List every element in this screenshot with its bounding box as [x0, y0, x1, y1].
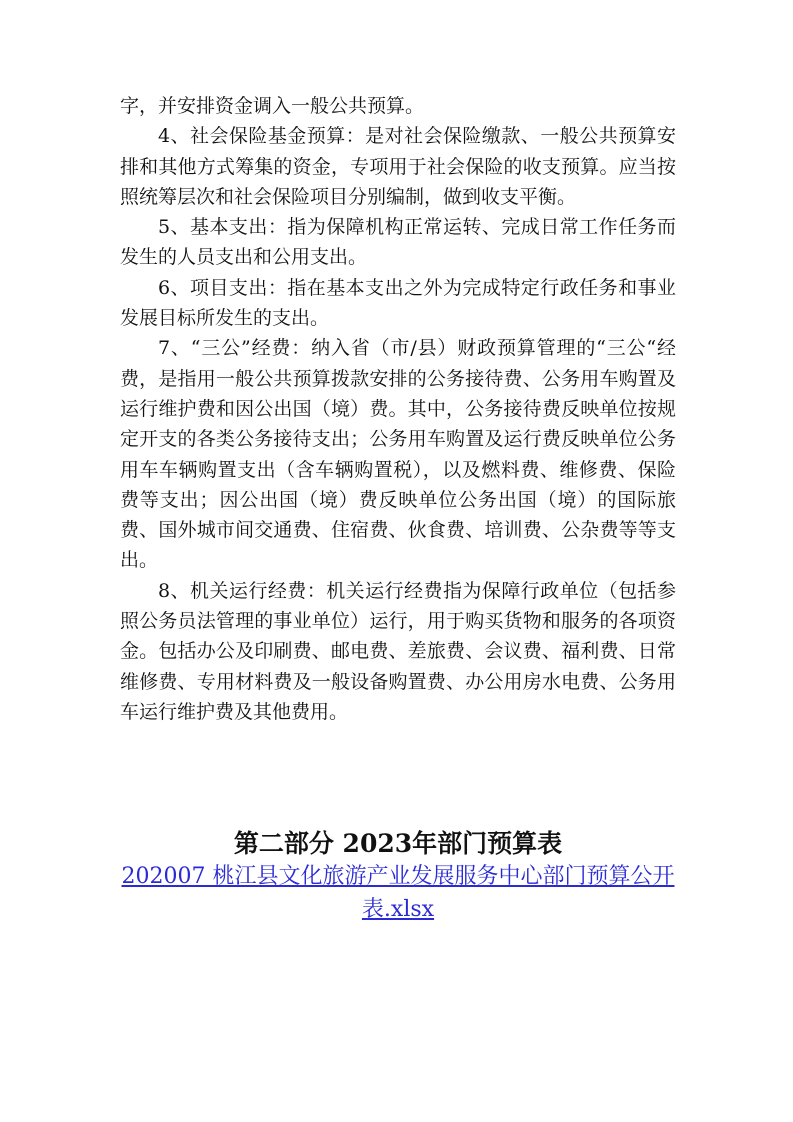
- attachment-link[interactable]: 202007 桃江县文化旅游产业发展服务中心部门预算公开表.xlsx: [121, 864, 675, 922]
- document-body: [120, 91, 676, 727]
- section-title: 第二部分 2023年部门预算表: [233, 829, 563, 858]
- paragraph-three-public-expenses: 7、“三公”经费：纳入省（市/县）财政预算管理的“三公“经费，是指用一般公共预算拨款安排的公务接待费、公务用车购置及运行维护费和因公出国（境）费。其中，公务接待费反映单位按规定开支的各类公务接待支出；公务用车购置及运行费反映单位公务用车车辆购置支出（含车辆购置税），以及燃料费、维修费、保险费等支出；因公出国（境）费反映单位公务出国（境）的国际旅费、国外城市间交通费、住宿费、伙食费、培训费、公杂费等等支出。: [120, 337, 676, 572]
- paragraph-continuation: 字，并安排资金调入一般公共预算。: [120, 95, 425, 117]
- paragraph-social-insurance-fund-budget: 4、社会保险基金预算：是对社会保险缴款、一般公共预算安排和其他方式筹集的资金，专项用于社会保险的收支预算。应当按照统筹层次和社会保险项目分别编制，做到收支平衡。: [120, 125, 676, 208]
- paragraph-project-expenditure: 6、项目支出：指在基本支出之外为完成特定行政任务和事业发展目标所发生的支出。: [120, 276, 676, 330]
- paragraph-basic-expenditure: 5、基本支出：指为保障机构正常运转、完成日常工作任务而发生的人员支出和公用支出。: [120, 216, 676, 269]
- paragraph-operating-expenses: 8、机关运行经费：机关运行经费指为保障行政单位（包括参照公务员法管理的事业单位）运行，用于购买货物和服务的各项资金。包括办公及印刷费、邮电费、差旅费、会议费、福利费、日常维修费、专用材料费及一般设备购置费、办公用房水电费、公务用车运行维护费及其他费用。: [120, 579, 676, 723]
